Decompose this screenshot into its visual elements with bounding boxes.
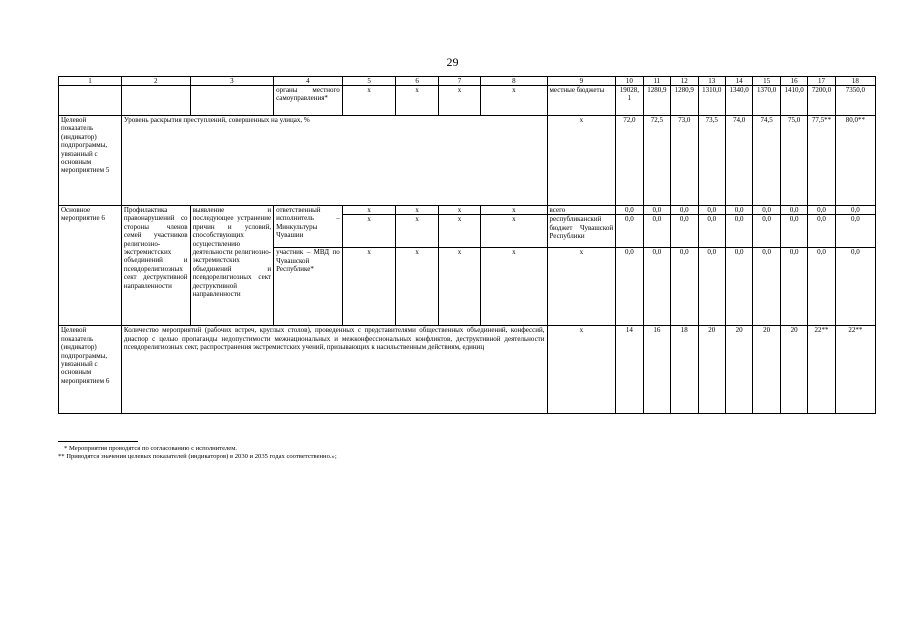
measure-label: Основное мероприятие 6 [59, 206, 122, 326]
header-cell: 1 [59, 77, 122, 86]
value-cell: 0,0 [835, 206, 875, 215]
header-row [59, 77, 876, 86]
value-cell: 0,0 [780, 206, 807, 215]
value-cell: 22** [808, 326, 835, 414]
value-cell: 0,0 [616, 248, 643, 326]
value-cell: 0,0 [698, 215, 725, 248]
value-cell: 0,0 [753, 206, 780, 215]
indicator-label: Целевой показатель (индикатор) подпрограммы, увязанный с основным мероприятием 6 [59, 326, 122, 414]
value-cell: 0,0 [725, 248, 752, 326]
value-cell: 0,0 [698, 248, 725, 326]
x-cell: x [342, 248, 396, 326]
header-cell: 3 [190, 77, 274, 86]
value-cell: 77,5** [808, 116, 835, 206]
measure-task: Профилактика правонарушений со стороны членов семей участников религиозно-экстремистских объединений и псевдорелигиозных сект деструктивной направленности [121, 206, 190, 326]
value-cell: 0,0 [671, 206, 698, 215]
x-cell: x [396, 206, 438, 215]
value-cell: 74,5 [753, 116, 780, 206]
value-cell: 20 [698, 326, 725, 414]
value-cell: 72,0 [616, 116, 643, 206]
program-table [58, 76, 876, 414]
header-cell: 9 [547, 77, 616, 86]
footnote: * Мероприятия проводятся по согласованию с исполнителем. [64, 445, 238, 452]
header-cell: 7 [438, 77, 480, 86]
x-cell: x [438, 86, 480, 116]
header-cell: 14 [725, 77, 752, 86]
value-cell: 7200,0 [808, 86, 835, 116]
x-cell: x [342, 206, 396, 215]
header-cell: 6 [396, 77, 438, 86]
indicator-text: Количество мероприятий (рабочих встреч, круглых столов), проведенных с представителями общественных объединений, конфессий, диаспор с целью пропаганды недопустимости межнациональных и межконфессиональных конфликтов, деструктивной деятельности псевдорелигиозных сект, распространения экстремистских учений, призывающих к насильственным действиям, единиц [121, 326, 547, 414]
executor-cell: участник – МВД по Чувашской Республике* [274, 248, 343, 326]
x-cell: x [342, 215, 396, 248]
value-cell: 0,0 [780, 215, 807, 248]
value-cell: 0,0 [808, 248, 835, 326]
header-cell: 13 [698, 77, 725, 86]
value-cell: 0,0 [643, 215, 670, 248]
value-cell: 20 [753, 326, 780, 414]
indicator-label: Целевой показатель (индикатор) подпрограммы, увязанный с основным мероприятием 5 [59, 116, 122, 206]
x-cell: x [547, 116, 616, 206]
value-cell: 0,0 [835, 215, 875, 248]
value-cell: 0,0 [671, 248, 698, 326]
table-row [59, 86, 876, 116]
x-cell: x [396, 86, 438, 116]
x-cell: x [396, 215, 438, 248]
value-cell: 18 [671, 326, 698, 414]
value-cell: 20 [725, 326, 752, 414]
measure-activity: выявление и последующее устранение причин и условий, способствующих осуществлению деятельности религиозно-экстремистских объединений и псевдорелигиозных сект деструктивной направленности [190, 206, 274, 326]
value-cell: 0,0 [725, 215, 752, 248]
table-row [59, 206, 876, 215]
table-row [59, 326, 876, 414]
header-cell: 5 [342, 77, 396, 86]
value-cell: 0,0 [835, 248, 875, 326]
value-cell: 74,0 [725, 116, 752, 206]
header-cell: 11 [643, 77, 670, 86]
value-cell: 20 [780, 326, 807, 414]
value-cell: 0,0 [753, 215, 780, 248]
header-cell: 15 [753, 77, 780, 86]
value-cell: 14 [616, 326, 643, 414]
x-cell: x [438, 206, 480, 215]
header-cell: 16 [780, 77, 807, 86]
value-cell: 0,0 [725, 206, 752, 215]
x-cell: x [438, 215, 480, 248]
value-cell: 19028,1 [616, 86, 643, 116]
value-cell: 0,0 [808, 206, 835, 215]
header-cell: 17 [808, 77, 835, 86]
value-cell: 72,5 [643, 116, 670, 206]
x-cell: x [438, 248, 480, 326]
value-cell: 0,0 [643, 206, 670, 215]
value-cell: 1310,0 [698, 86, 725, 116]
funding-source: x [547, 248, 616, 326]
header-cell: 4 [274, 77, 343, 86]
x-cell: x [481, 86, 547, 116]
header-cell: 18 [835, 77, 875, 86]
value-cell: 0,0 [671, 215, 698, 248]
funding-source: республиканский бюджет Чувашской Республики [547, 215, 616, 248]
value-cell: 80,0** [835, 116, 875, 206]
x-cell: x [396, 248, 438, 326]
executor-cell: органы местного самоуправления* [274, 86, 343, 116]
funding-source: всего [547, 206, 616, 215]
value-cell: 1370,0 [753, 86, 780, 116]
footnote: ** Приводятся значения целевых показателей (индикаторов) в 2030 и 2035 годах соответственно.»; [58, 453, 337, 460]
value-cell: 0,0 [643, 248, 670, 326]
value-cell: 1410,0 [780, 86, 807, 116]
x-cell: x [481, 206, 547, 215]
value-cell: 1280,9 [643, 86, 670, 116]
value-cell: 73,5 [698, 116, 725, 206]
header-cell: 10 [616, 77, 643, 86]
x-cell: x [547, 326, 616, 414]
x-cell: x [342, 86, 396, 116]
indicator-text: Уровень раскрытия преступлений, совершенных на улицах, % [121, 116, 547, 206]
value-cell: 1280,9 [671, 86, 698, 116]
executor-cell: ответственный исполнитель – Минкультуры Чувашии [274, 206, 343, 248]
table-row [59, 116, 876, 206]
header-cell: 8 [481, 77, 547, 86]
header-cell: 2 [121, 77, 190, 86]
value-cell: 7350,0 [835, 86, 875, 116]
value-cell: 0,0 [808, 215, 835, 248]
x-cell: x [481, 215, 547, 248]
value-cell: 0,0 [698, 206, 725, 215]
value-cell: 73,0 [671, 116, 698, 206]
value-cell: 0,0 [753, 248, 780, 326]
funding-source: местные бюджеты [547, 86, 616, 116]
value-cell: 0,0 [616, 215, 643, 248]
value-cell: 0,0 [780, 248, 807, 326]
value-cell: 0,0 [616, 206, 643, 215]
value-cell: 75,0 [780, 116, 807, 206]
value-cell: 1340,0 [725, 86, 752, 116]
footnote-divider [58, 441, 138, 442]
x-cell: x [481, 248, 547, 326]
page-number: 29 [446, 55, 459, 69]
header-cell: 12 [671, 77, 698, 86]
value-cell: 22** [835, 326, 875, 414]
value-cell: 16 [643, 326, 670, 414]
